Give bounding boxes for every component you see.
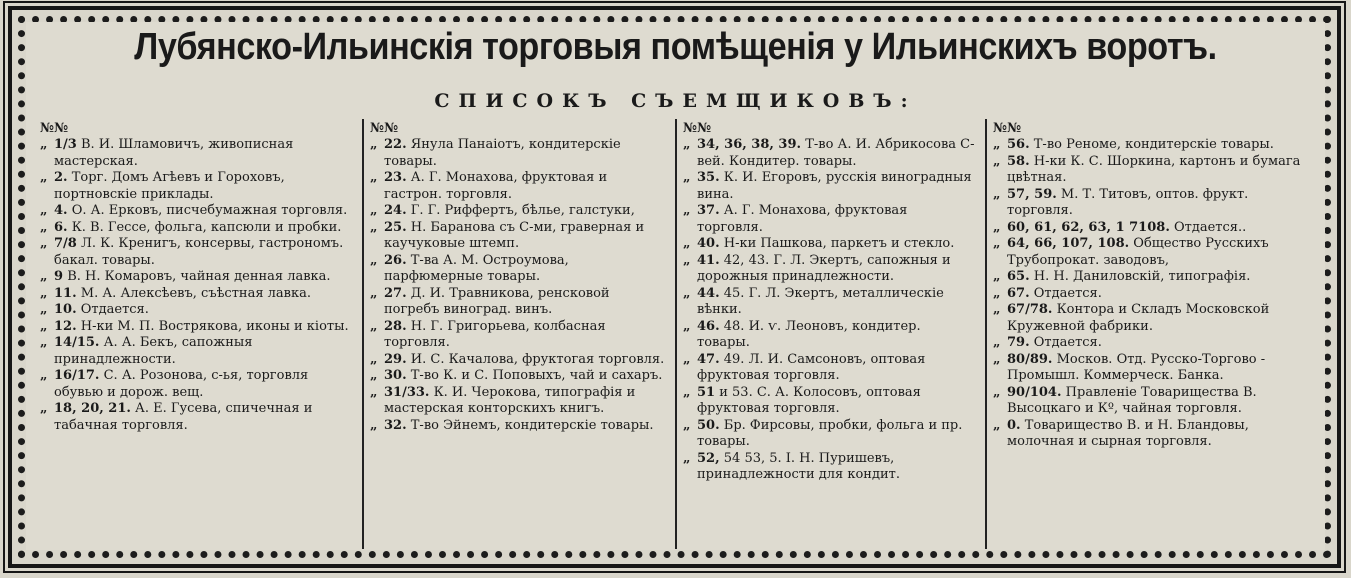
premises-number: 67. xyxy=(1007,285,1030,301)
tenant-description: и 53. С. А. Колосовъ, оптовая фруктовая торговля. xyxy=(697,384,921,416)
tenant-description: Торг. Домъ Агѣевъ и Гороховъ, портновскіе приклады. xyxy=(54,170,285,202)
bullet-mark: „ xyxy=(40,170,48,185)
bullet-mark: „ xyxy=(993,285,1001,301)
premises-number: 80/89. xyxy=(1007,351,1053,367)
tenant-description: К. И. Егоровъ, русскія виноградныя вина. xyxy=(697,170,972,202)
tenant-description: К. И. Черокова, типографія и мастерская конторскихъ книгъ. xyxy=(384,384,636,416)
bullet-mark: „ xyxy=(370,203,378,218)
tenant-description: А. Г. Монахова, фруктовая торговля. xyxy=(697,203,908,235)
premises-number: 90/104. xyxy=(1007,384,1062,400)
tenant-description: Бр. Фирсовы, пробки, фольга и пр. товары. xyxy=(697,417,963,449)
list-item xyxy=(683,451,977,484)
tenant-description: Правленіе Товарищества В. Высоцкаго и Кº, чайная торговля. xyxy=(1007,384,1257,416)
tenant-description: В. Н. Комаровъ, чайная денная лавка. xyxy=(67,269,331,284)
premises-number: 2. xyxy=(54,170,68,185)
list-item xyxy=(40,319,354,336)
premises-number: 4. xyxy=(54,203,68,218)
bullet-mark: „ xyxy=(40,269,48,284)
list-item xyxy=(370,286,667,319)
list-item xyxy=(683,253,977,286)
list-item xyxy=(993,269,1306,286)
bullet-mark: „ xyxy=(40,302,48,317)
premises-number: 57, 59. xyxy=(1007,186,1057,202)
tenant-description: Москов. Отд. Русско-Торгово - Промышл. Коммерческ. Банка. xyxy=(1007,351,1266,383)
tenant-description: Н-ки К. С. Шоркина, картонъ и бумага цвѣтная. xyxy=(1007,153,1301,185)
list-item xyxy=(40,401,354,434)
premises-number: 58. xyxy=(1007,153,1030,169)
bullet-mark: „ xyxy=(370,351,378,367)
tenant-description: Отдается. xyxy=(1033,285,1102,301)
tenant-description: М. А. Алексѣевъ, съѣстная лавка. xyxy=(80,285,311,301)
bullet-mark: „ xyxy=(993,186,1001,202)
bullet-mark: „ xyxy=(993,384,1001,400)
list-item xyxy=(370,203,667,220)
premises-number: 26. xyxy=(384,252,407,268)
bullet-mark: „ xyxy=(370,252,378,268)
premises-number: 7/8 xyxy=(54,236,77,251)
list-item xyxy=(683,236,977,253)
premises-number: 25. xyxy=(384,219,407,235)
list-item xyxy=(370,253,667,286)
bullet-mark: „ xyxy=(683,318,691,334)
premises-number: 29. xyxy=(384,351,407,367)
tenant-description: Т-во А. И. Абрикосова С-вей. Кондитер. товары. xyxy=(697,137,975,169)
list-item xyxy=(40,137,354,170)
premises-number: 23. xyxy=(384,170,407,185)
column-header: №№ xyxy=(40,121,69,136)
list-item xyxy=(683,418,977,451)
bullet-mark: „ xyxy=(370,384,378,400)
column-header: №№ xyxy=(683,121,712,136)
list-item xyxy=(683,286,977,319)
bullet-mark: „ xyxy=(993,137,1001,152)
bullet-mark: „ xyxy=(40,219,48,235)
bullet-mark: „ xyxy=(370,417,378,433)
premises-number: 30. xyxy=(384,368,407,383)
tenant-description: Т-во Эйнемъ, кондитерскіе товары. xyxy=(410,417,654,433)
bullet-mark: „ xyxy=(40,368,48,383)
list-item xyxy=(993,187,1306,220)
bullet-mark: „ xyxy=(683,417,691,433)
premises-number: 44. xyxy=(697,285,720,301)
tenant-description: А. Е. Гусева, спичечная и табачная торговля. xyxy=(54,401,313,433)
premises-number: 22. xyxy=(384,137,407,152)
tenant-description: Г. Г. Риффертъ, бѣлье, галстуки, xyxy=(410,203,635,218)
premises-number: 41. xyxy=(697,252,720,268)
list-item xyxy=(993,385,1306,418)
premises-number: 79. xyxy=(1007,335,1030,350)
premises-number: 6. xyxy=(54,219,68,235)
bullet-mark: „ xyxy=(40,203,48,218)
premises-number: 24. xyxy=(384,203,407,218)
column-header: №№ xyxy=(370,121,399,136)
tenant-column-4 xyxy=(985,119,1314,549)
bullet-mark: „ xyxy=(40,137,48,152)
tenant-description: 42, 43. Г. Л. Экертъ, сапожныя и дорожныя принадлежности. xyxy=(697,252,951,284)
bullet-mark: „ xyxy=(993,153,1001,169)
list-item xyxy=(40,203,354,220)
list-item xyxy=(993,236,1306,269)
list-item xyxy=(683,319,977,352)
bullet-mark: „ xyxy=(683,170,691,185)
premises-number: 50. xyxy=(697,417,720,433)
tenant-description: Н. Г. Григорьева, колбасная торговля. xyxy=(384,318,606,350)
list-item xyxy=(993,352,1306,385)
premises-number: 32. xyxy=(384,417,407,433)
list-item xyxy=(40,286,354,303)
bullet-mark: „ xyxy=(370,137,378,152)
tenant-description: Н-ки М. П. Вострякова, иконы и кіоты. xyxy=(80,318,349,334)
bullet-mark: „ xyxy=(993,417,1001,433)
premises-number: 12. xyxy=(54,318,77,334)
bullet-mark: „ xyxy=(993,302,1001,317)
tenant-description: Отдается. xyxy=(1033,335,1102,350)
tenant-description: Контора и Складъ Московской Кружевной фабрики. xyxy=(1007,302,1270,334)
list-item xyxy=(370,170,667,203)
tenant-description: И. С. Качалова, фруктогая торговля. xyxy=(410,351,665,367)
list-item xyxy=(993,154,1306,187)
page-title: Лубянско-Ильинскія торговыя помѣщенія у Ильинскихъ воротъ. xyxy=(134,26,1217,68)
bullet-mark: „ xyxy=(683,137,691,152)
bullet-mark: „ xyxy=(993,219,1001,235)
bullet-mark: „ xyxy=(993,335,1001,350)
premises-number: 11. xyxy=(54,285,77,301)
bullet-mark: „ xyxy=(683,236,691,251)
bullet-mark: „ xyxy=(683,203,691,218)
bullet-mark: „ xyxy=(683,450,691,466)
list-item xyxy=(683,137,977,170)
premises-number: 46. xyxy=(697,318,720,334)
premises-number: 35. xyxy=(697,170,720,185)
bullet-mark: „ xyxy=(993,236,1001,251)
bullet-mark: „ xyxy=(683,285,691,301)
list-item xyxy=(370,137,667,170)
bullet-mark: „ xyxy=(370,170,378,185)
tenant-description: 45. Г. Л. Экертъ, металлическіе вѣнки. xyxy=(697,285,944,317)
tenant-description: Янула Панаіотъ, кондитерскіе товары. xyxy=(384,137,621,169)
premises-number: 51 xyxy=(697,384,716,400)
list-subtitle: СПИСОКЪ СЪЕМЩИКОВЪ: xyxy=(434,90,917,112)
bullet-mark: „ xyxy=(40,335,48,350)
list-item xyxy=(370,368,667,385)
bullet-mark: „ xyxy=(683,351,691,367)
premises-number: 34, 36, 38, 39. xyxy=(697,137,802,152)
bullet-mark: „ xyxy=(370,285,378,301)
premises-number: 60, 61, 62, 63, 1 7108. xyxy=(1007,219,1170,235)
column-header: №№ xyxy=(993,121,1022,136)
tenant-column-2 xyxy=(362,119,675,549)
list-item xyxy=(993,302,1306,335)
list-item xyxy=(40,220,354,237)
premises-number: 10. xyxy=(54,302,77,317)
bullet-mark: „ xyxy=(40,318,48,334)
tenant-description: Общество Русскихъ Трубопрокат. заводовъ, xyxy=(1007,236,1269,268)
bullet-mark: „ xyxy=(40,285,48,301)
bullet-mark: „ xyxy=(370,318,378,334)
list-item xyxy=(683,170,977,203)
list-item xyxy=(40,335,354,368)
tenant-description: Н. Н. Даниловскій, типографія. xyxy=(1033,269,1251,284)
premises-number: 1/3 xyxy=(54,137,77,152)
bullet-mark: „ xyxy=(40,401,48,416)
tenant-description: А. Г. Монахова, фруктовая и гастрон. торговля. xyxy=(384,170,608,202)
tenant-description: Т-во Реноме, кондитерскіе товары. xyxy=(1033,137,1274,152)
list-item xyxy=(993,220,1306,237)
premises-number: 65. xyxy=(1007,269,1030,284)
list-item xyxy=(40,368,354,401)
premises-number: 67/78. xyxy=(1007,302,1053,317)
bullet-mark: „ xyxy=(683,252,691,268)
tenant-description: 54 53, 5. І. Н. Пуришевъ, принадлежности для кондит. xyxy=(697,450,900,482)
bullet-mark: „ xyxy=(370,219,378,235)
tenant-description: Л. К. Кренигъ, консервы, гастрономъ. бакал. товары. xyxy=(54,236,344,268)
list-item xyxy=(993,137,1306,154)
tenant-description: М. Т. Титовъ, оптов. фрукт. торговля. xyxy=(1007,186,1249,218)
bullet-mark: „ xyxy=(40,236,48,251)
tenant-column-3 xyxy=(675,119,985,549)
tenant-description: 49. Л. И. Самсоновъ, оптовая фруктовая торговля. xyxy=(697,351,926,383)
tenant-description: Н-ки Пашкова, паркетъ и стекло. xyxy=(723,236,955,251)
premises-number: 47. xyxy=(697,351,720,367)
tenant-description: 48. И. ѵ. Леоновъ, кондитер. товары. xyxy=(697,318,921,350)
tenant-description: Н. Баранова съ С-ми, граверная и каучуковые штемп. xyxy=(384,219,645,251)
list-item xyxy=(370,385,667,418)
premises-number: 18, 20, 21. xyxy=(54,401,131,416)
advertisement-panel xyxy=(26,22,1325,550)
premises-number: 0. xyxy=(1007,417,1021,433)
bullet-mark: „ xyxy=(370,368,378,383)
list-item xyxy=(370,220,667,253)
tenant-description: А. А. Бекъ, сапожныя принадлежности. xyxy=(54,335,253,367)
list-item xyxy=(683,203,977,236)
tenant-column-1 xyxy=(34,119,362,549)
premises-number: 16/17. xyxy=(54,368,100,383)
premises-number: 64, 66, 107, 108. xyxy=(1007,236,1130,251)
tenant-description: Отдается.. xyxy=(1174,219,1247,235)
list-item xyxy=(370,418,667,435)
bullet-mark: „ xyxy=(993,351,1001,367)
tenant-description: С. А. Розонова, с-ья, торговля обувью и дорож. вещ. xyxy=(54,368,309,400)
premises-number: 52, xyxy=(697,450,720,466)
list-item xyxy=(993,335,1306,352)
premises-number: 37. xyxy=(697,203,720,218)
premises-number: 31/33. xyxy=(384,384,430,400)
tenant-columns xyxy=(34,119,1314,549)
tenant-description: Т-во К. и С. Поповыхъ, чай и сахаръ. xyxy=(410,368,663,383)
list-item xyxy=(40,269,354,286)
list-item xyxy=(993,418,1306,451)
premises-number: 9 xyxy=(54,269,64,284)
premises-number: 27. xyxy=(384,285,407,301)
tenant-description: К. В. Гессе, фольга, капсюли и пробки. xyxy=(71,219,342,235)
premises-number: 56. xyxy=(1007,137,1030,152)
list-item xyxy=(370,319,667,352)
tenant-description: В. И. Шламовичъ, живописная мастерская. xyxy=(54,137,294,169)
premises-number: 40. xyxy=(697,236,720,251)
bullet-mark: „ xyxy=(683,384,691,400)
premises-number: 14/15. xyxy=(54,335,100,350)
list-item xyxy=(40,302,354,319)
premises-number: 28. xyxy=(384,318,407,334)
list-item xyxy=(40,236,354,269)
list-item xyxy=(40,170,354,203)
tenant-description: Отдается. xyxy=(80,302,149,317)
list-item xyxy=(683,352,977,385)
tenant-description: Товарищество В. и Н. Бландовы, молочная и сырная торговля. xyxy=(1007,417,1249,449)
bullet-mark: „ xyxy=(993,269,1001,284)
list-item xyxy=(683,385,977,418)
list-item xyxy=(993,286,1306,303)
list-item xyxy=(370,352,667,369)
tenant-description: Д. И. Травникова, ренсковой погребъ виноград. винъ. xyxy=(384,285,610,317)
tenant-description: О. А. Ерковъ, писчебумажная торговля. xyxy=(71,203,348,218)
tenant-description: Т-ва А. М. Остроумова, парфюмерные товары. xyxy=(384,252,569,284)
